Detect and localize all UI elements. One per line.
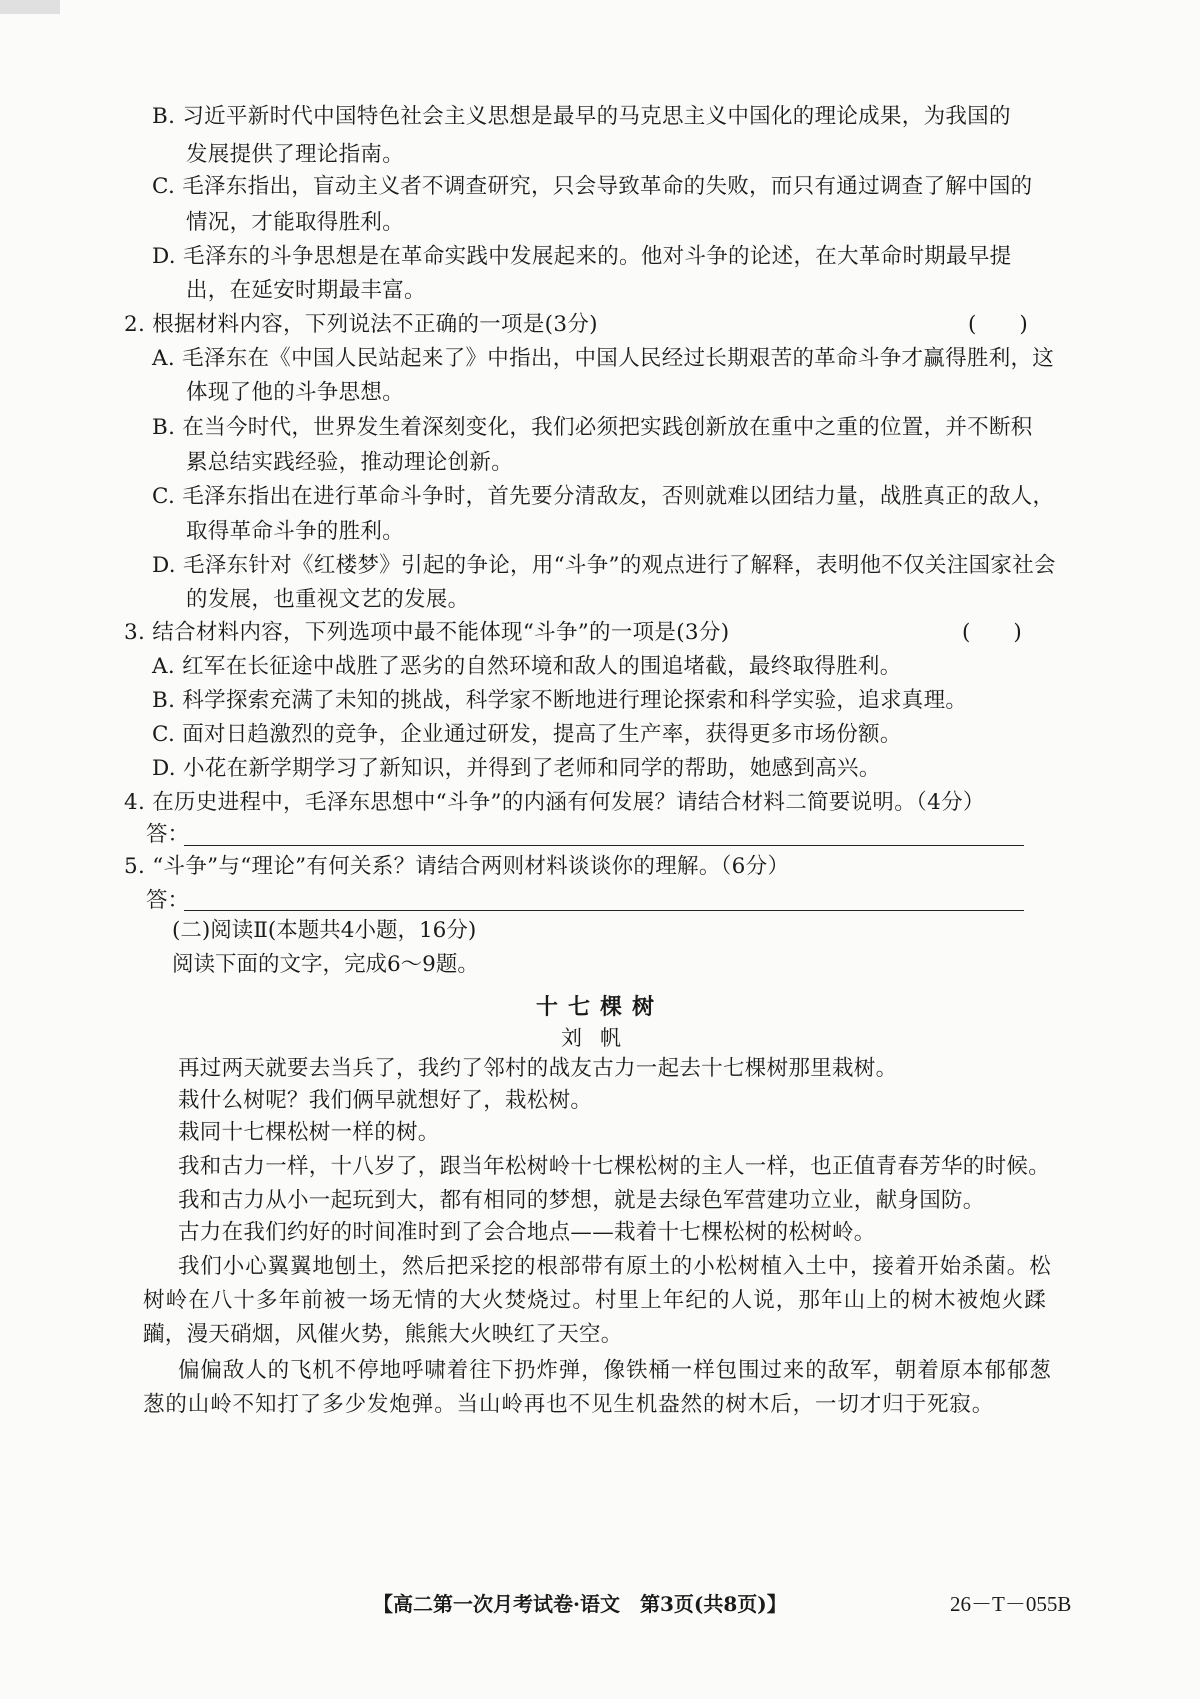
scan-smudge	[0, 0, 60, 14]
q3-option-b: B. 科学探索充满了未知的挑战，科学家不断地进行理论探索和科学实验，追求真理。	[152, 688, 968, 713]
story-paragraph-line: 我和古力从小一起玩到大，都有相同的梦想，就是去绿色军营建功立业，献身国防。	[178, 1188, 985, 1213]
q5-stem: 5. “斗争”与“理论”有何关系？请结合两则材料谈谈你的理解。（6分）	[124, 854, 790, 879]
q4-answer-label: 答：	[146, 822, 190, 847]
story-paragraph-line: 再过两天就要去当兵了，我约了邻村的战友古力一起去十七棵树那里栽树。	[178, 1056, 898, 1081]
story-paragraph-line: 树岭在八十多年前被一场无情的大火焚烧过。村里上年纪的人说，那年山上的树木被炮火蹂	[143, 1288, 1048, 1313]
q2-option-d-line1: D. 毛泽东针对《红楼梦》引起的争论，用“斗争”的观点进行了解释，表明他不仅关注国家社会	[152, 553, 1056, 578]
q3-option-c: C. 面对日趋激烈的竞争，企业通过研发，提高了生产率，获得更多市场份额。	[152, 722, 902, 747]
q4-answer-line[interactable]	[184, 845, 1024, 846]
story-paragraph-line: 躏，漫天硝烟，风催火势，熊熊大火映红了天空。	[143, 1322, 623, 1347]
section-heading: (二)阅读Ⅱ(本题共4小题，16分)	[172, 918, 477, 943]
story-author: 刘帆	[561, 1026, 639, 1050]
q1-option-b-line2: 发展提供了理论指南。	[186, 142, 405, 167]
q5-answer-label: 答：	[146, 888, 190, 913]
section-instruction: 阅读下面的文字，完成6～9题。	[172, 952, 479, 977]
page-footer: 【高二第一次月考试卷·语文 第3页(共8页)】	[373, 1592, 787, 1616]
q3-answer-parens[interactable]: ( )	[962, 620, 1022, 645]
q1-option-c-line2: 情况，才能取得胜利。	[186, 210, 405, 235]
story-paragraph-line: 栽同十七棵松树一样的树。	[178, 1120, 440, 1145]
story-paragraph-line: 古力在我们约好的时间准时到了会合地点——栽着十七棵松树的松树岭。	[178, 1220, 876, 1245]
story-title: 十七棵树	[535, 994, 664, 1020]
story-paragraph-line: 我和古力一样，十八岁了，跟当年松树岭十七棵松树的主人一样，也正值青春芳华的时候。	[178, 1154, 1051, 1179]
story-paragraph-line: 我们小心翼翼地刨土，然后把采挖的根部带有原土的小松树植入土中，接着开始杀菌。松	[178, 1254, 1052, 1279]
q5-answer-line[interactable]	[184, 910, 1024, 911]
q1-option-d-line1: D. 毛泽东的斗争思想是在革命实践中发展起来的。他对斗争的论述，在大革命时期最早提	[152, 244, 1012, 269]
story-paragraph-line: 偏偏敌人的飞机不停地呼啸着往下扔炸弹，像铁桶一样包围过来的敌军，朝着原本郁郁葱	[178, 1358, 1052, 1383]
q1-option-c-line1: C. 毛泽东指出，盲动主义者不调查研究，只会导致革命的失败，而只有通过调查了解中国的	[152, 174, 1033, 199]
q1-option-d-line2: 出，在延安时期最丰富。	[186, 278, 426, 303]
story-paragraph-line: 葱的山岭不知打了多少发炮弹。当山岭再也不见生机盎然的树木后，一切才归于死寂。	[143, 1392, 995, 1417]
q2-option-a-line2: 体现了他的斗争思想。	[186, 380, 405, 405]
q3-stem: 3. 结合材料内容，下列选项中最不能体现“斗争”的一项是(3分)	[124, 620, 730, 645]
q1-option-b-line1: B. 习近平新时代中国特色社会主义思想是最早的马克思主义中国化的理论成果，为我国的	[152, 104, 1011, 129]
q4-stem: 4. 在历史进程中，毛泽东思想中“斗争”的内涵有何发展？请结合材料二简要说明。（4分）	[124, 790, 985, 815]
q3-option-a: A. 红军在长征途中战胜了恶劣的自然环境和敌人的围追堵截，最终取得胜利。	[152, 654, 902, 679]
q2-option-c-line1: C. 毛泽东指出在进行革命斗争时，首先要分清敌友，否则就难以团结力量，战胜真正的敌人，	[152, 484, 1055, 509]
paper-code: 26－T－055B	[950, 1592, 1072, 1616]
q2-option-a-line1: A. 毛泽东在《中国人民站起来了》中指出，中国人民经过长期艰苦的革命斗争才赢得胜利，这	[152, 346, 1055, 371]
q2-option-b-line2: 累总结实践经验，推动理论创新。	[186, 450, 514, 475]
q3-option-d: D. 小花在新学期学习了新知识，并得到了老师和同学的帮助，她感到高兴。	[152, 756, 881, 781]
q2-option-c-line2: 取得革命斗争的胜利。	[186, 519, 405, 544]
q2-option-b-line1: B. 在当今时代，世界发生着深刻变化，我们必须把实践创新放在重中之重的位置，并不断积	[152, 415, 1033, 440]
q2-option-d-line2: 的发展，也重视文艺的发展。	[186, 587, 470, 612]
story-paragraph-line: 栽什么树呢？我们俩早就想好了，栽松树。	[178, 1088, 593, 1113]
q2-answer-parens[interactable]: ( )	[968, 312, 1028, 337]
q2-stem: 2. 根据材料内容，下列说法不正确的一项是(3分)	[124, 312, 598, 337]
